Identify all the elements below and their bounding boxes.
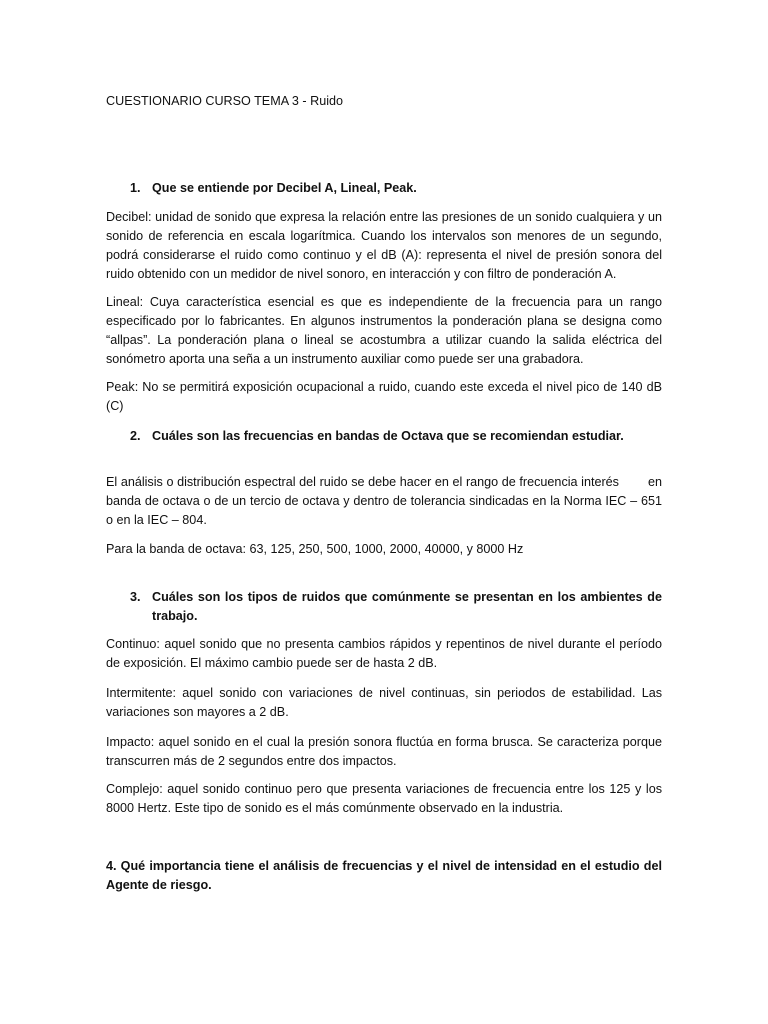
definition-lineal: Cuya característica esencial es que es independiente de la frecuencia para un rango especificado por lo fabricantes. En algunos instrumentos la ponderación plana se designa como “allpas”. La ponderación plana o lineal se acostumbra a utilizar cuando la salida eléctrica del sonómetro aporta una seña a un instrumento auxiliar como puede ser una grabadora.: [106, 295, 662, 366]
paragraph-decibel: [106, 208, 662, 284]
definition-peak: No se permitirá exposición ocupacional a ruido, cuando este exceda el nivel pico de 140 dB (C): [106, 380, 662, 413]
question-3-number: 3.: [130, 590, 141, 604]
definition-decibel: unidad de sonido que expresa la relación entre las presiones de un sonido cualquiera y un sonido de referencia en escala logarítmica. Cuando los intervalos son menores de un segundo, podrá considerarse el ruido como continuo y el dB (A): representa el nivel de presión sonora del ruido obtenido con un medidor de nivel sonoro, en interacción y con filtro de ponderación A.: [106, 210, 662, 281]
term-intermitente: Intermitente:: [106, 686, 176, 700]
definition-continuo: aquel sonido que no presenta cambios rápidos y repentinos de nivel durante el período de exposición. El máximo cambio puede ser de hasta 2 dB.: [106, 637, 662, 670]
question-1-text: Que se entiende por Decibel A, Lineal, Peak.: [152, 181, 417, 195]
question-3-text: Cuáles son los tipos de ruidos que comúnmente se presentan en los ambientes de trabajo.: [152, 590, 662, 623]
question-1-number: 1.: [130, 181, 141, 195]
term-complejo: Complejo:: [106, 782, 163, 796]
definition-intermitente: aquel sonido con variaciones de nivel continuas, sin periodos de estabilidad. Las variaciones son mayores a 2 dB.: [106, 686, 662, 719]
term-continuo: Continuo:: [106, 637, 160, 651]
term-decibel: Decibel:: [106, 210, 152, 224]
paragraph-peak: [106, 378, 662, 416]
term-lineal: Lineal:: [106, 295, 144, 309]
document-title: CUESTIONARIO CURSO TEMA 3 - Ruido: [106, 94, 343, 108]
question-2-text: Cuáles son las frecuencias en bandas de Octava que se recomiendan estudiar.: [152, 429, 624, 443]
question-2-number: 2.: [130, 429, 141, 443]
paragraph-lineal: [106, 293, 662, 369]
question-1: [130, 179, 662, 198]
question-2: [130, 427, 662, 446]
definition-impacto: aquel sonido en el cual la presión sonora fluctúa en forma brusca. Se caracteriza porque transcurren más de 2 segundos entre dos impactos.: [106, 735, 662, 768]
paragraph-impacto: [106, 733, 662, 771]
question-4: 4. Qué importancia tiene el análisis de frecuencias y el nivel de intensidad en el estudio del Agente de riesgo.: [106, 859, 662, 892]
definition-complejo: aquel sonido continuo pero que presenta variaciones de frecuencia entre los 125 y los 8000 Hertz. Este tipo de sonido es el más comúnmente observado en la industria.: [106, 782, 662, 815]
paragraph-continuo: [106, 635, 662, 673]
question-3: [130, 588, 662, 626]
paragraph-intermitente: [106, 684, 662, 722]
term-peak: Peak:: [106, 380, 139, 394]
paragraph-complejo: [106, 780, 662, 818]
term-impacto: Impacto:: [106, 735, 155, 749]
paragraph-analisis: El análisis o distribución espectral del ruido se debe hacer en el rango de frecuencia interés en banda de octava o de un tercio de octava y dentro de tolerancia sindicadas en la Norma IEC – 651 o en la IEC – 804.: [106, 475, 666, 527]
paragraph-banda-octava: Para la banda de octava: 63, 125, 250, 500, 1000, 2000, 40000, y 8000 Hz: [106, 542, 524, 556]
